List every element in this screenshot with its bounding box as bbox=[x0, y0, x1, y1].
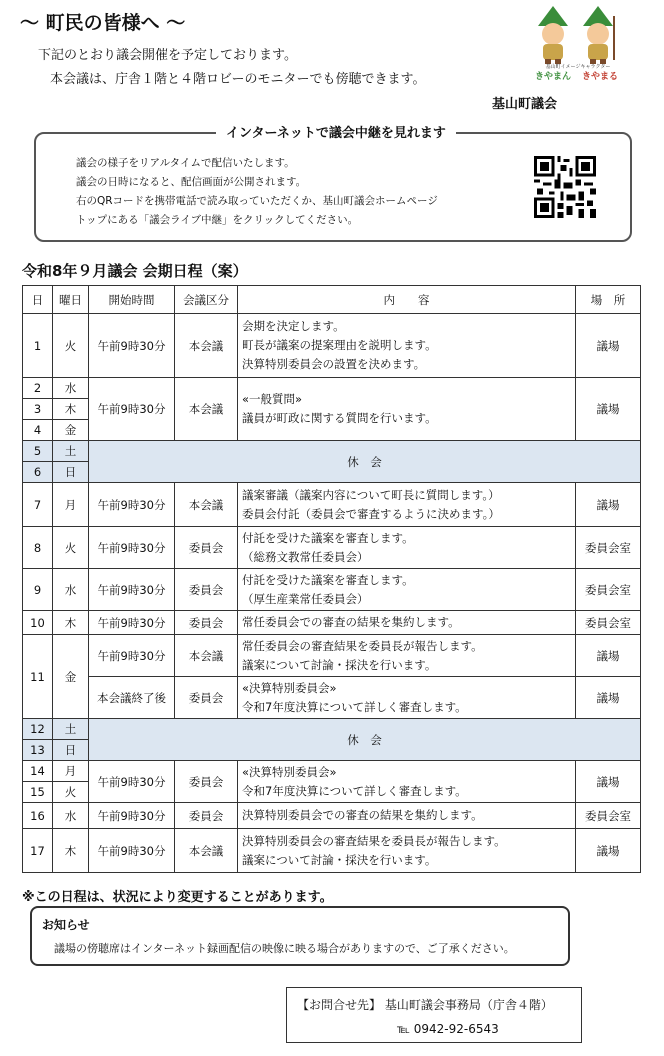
header-content: 内 容 bbox=[238, 286, 576, 314]
cell-weekday: 水 bbox=[53, 378, 89, 399]
header-start-time: 開始時間 bbox=[89, 286, 175, 314]
header-meeting-type: 会議区分 bbox=[175, 286, 238, 314]
cell-day: 12 bbox=[23, 719, 53, 740]
cell-weekday: 木 bbox=[53, 829, 89, 873]
cell-weekday: 日 bbox=[53, 462, 89, 483]
cell-time: 午前9時30分 bbox=[89, 611, 175, 635]
cell-weekday: 火 bbox=[53, 314, 89, 378]
content-line: 令和7年度決算について詳しく審査します。 bbox=[242, 699, 467, 714]
cell-place: 議場 bbox=[576, 635, 641, 677]
cell-content bbox=[238, 635, 576, 677]
cell-content bbox=[238, 378, 576, 441]
content-line: 決算特別委員会の設置を決めます。 bbox=[242, 357, 426, 371]
intro-line-2: 本会議は、庁舎１階と４階ロビーのモニターでも傍聴できます。 bbox=[50, 72, 426, 87]
cell-day: 6 bbox=[23, 462, 53, 483]
cell-type: 本会議 bbox=[175, 829, 238, 873]
cell-type: 委員会 bbox=[175, 677, 238, 719]
cell-day: 11 bbox=[23, 635, 53, 719]
cell-type: 委員会 bbox=[175, 569, 238, 611]
cell-place: 議場 bbox=[576, 829, 641, 873]
content-line: 決算特別委員会での審査の結果を集約します。 bbox=[242, 808, 483, 822]
header-weekday: 曜日 bbox=[53, 286, 89, 314]
cell-content bbox=[238, 569, 576, 611]
content-line: 付託を受けた議案を審査します。 bbox=[242, 530, 414, 545]
cell-holiday: 休 会 bbox=[89, 441, 641, 483]
cell-day: 13 bbox=[23, 740, 53, 761]
cell-type: 本会議 bbox=[175, 483, 238, 527]
table-row bbox=[23, 677, 641, 719]
cell-place: 議場 bbox=[576, 483, 641, 527]
schedule-title: 令和8年９月議会 会期日程（案） bbox=[22, 262, 248, 280]
cell-day: 17 bbox=[23, 829, 53, 873]
cell-time: 午前9時30分 bbox=[89, 829, 175, 873]
stream-title: インターネットで議会中継を見れます bbox=[216, 122, 456, 141]
cell-type: 委員会 bbox=[175, 803, 238, 829]
cell-weekday: 火 bbox=[53, 527, 89, 569]
table-row-holiday bbox=[23, 719, 641, 740]
cell-place: 議場 bbox=[576, 314, 641, 378]
cell-day: 1 bbox=[23, 314, 53, 378]
content-line: 議案審議（議案内容について町長に質問します。） bbox=[242, 487, 500, 502]
cell-place: 議場 bbox=[576, 677, 641, 719]
cell-time: 午前9時30分 bbox=[89, 635, 175, 677]
table-row bbox=[23, 378, 641, 399]
content-line: 委員会付託（委員会で審査するように決めます。） bbox=[242, 506, 500, 521]
table-row bbox=[23, 803, 641, 829]
cell-weekday: 金 bbox=[53, 420, 89, 441]
table-row bbox=[23, 314, 641, 378]
mascot-left-figure bbox=[538, 6, 568, 64]
cell-place: 委員会室 bbox=[576, 611, 641, 635]
cell-day: 5 bbox=[23, 441, 53, 462]
content-line: «一般質問» bbox=[242, 392, 303, 406]
mascot-name-left: きやまん bbox=[534, 72, 572, 82]
cell-time: 午前9時30分 bbox=[89, 803, 175, 829]
mascot-illustration bbox=[528, 4, 628, 82]
notice-title: お知らせ bbox=[42, 918, 90, 932]
cell-content bbox=[238, 483, 576, 527]
mascot-caption: 基山町イメージキャラクター bbox=[545, 64, 611, 70]
cell-day: 16 bbox=[23, 803, 53, 829]
mascot-name-right: きやまる bbox=[581, 72, 619, 82]
cell-time: 本会議終了後 bbox=[89, 677, 175, 719]
cell-day: 2 bbox=[23, 378, 53, 399]
content-line: 会期を決定します。 bbox=[242, 319, 345, 333]
content-line: 議案について討論・採決を行います。 bbox=[242, 852, 437, 867]
cell-time: 午前9時30分 bbox=[89, 569, 175, 611]
cell-weekday: 土 bbox=[53, 441, 89, 462]
cell-type: 委員会 bbox=[175, 527, 238, 569]
cell-day: 7 bbox=[23, 483, 53, 527]
table-row bbox=[23, 635, 641, 677]
qr-code-icon[interactable] bbox=[534, 156, 596, 218]
page-heading: ～ 町民の皆様へ ～ bbox=[20, 12, 186, 34]
cell-day: 10 bbox=[23, 611, 53, 635]
cell-weekday: 土 bbox=[53, 719, 89, 740]
content-line: «決算特別委員会» bbox=[242, 680, 337, 695]
stream-info-box bbox=[34, 126, 632, 242]
cell-weekday: 水 bbox=[53, 569, 89, 611]
table-row bbox=[23, 569, 641, 611]
content-line: 常任委員会での審査の結果を集約します。 bbox=[242, 615, 460, 629]
contact-office: 【お問合せ先】 基山町議会事務局（庁舎４階） bbox=[297, 998, 553, 1012]
notice-text: 議場の傍聴席はインターネット録画配信の映像に映る場合がありますので、ご了承ください。 bbox=[54, 942, 515, 955]
cell-weekday: 木 bbox=[53, 611, 89, 635]
cell-day: 9 bbox=[23, 569, 53, 611]
content-line: 令和7年度決算について詳しく審査します。 bbox=[242, 783, 467, 798]
cell-weekday: 金 bbox=[53, 635, 89, 719]
cell-weekday: 月 bbox=[53, 761, 89, 782]
stream-line: トップにある「議会ライブ中継」をクリックしてください。 bbox=[76, 214, 359, 226]
cell-content bbox=[238, 803, 576, 829]
table-row bbox=[23, 483, 641, 527]
cell-time: 午前9時30分 bbox=[89, 761, 175, 803]
content-line: «決算特別委員会» bbox=[242, 764, 337, 779]
cell-content bbox=[238, 314, 576, 378]
content-line: 決算特別委員会の審査結果を委員長が報告します。 bbox=[242, 833, 506, 848]
stream-description bbox=[76, 154, 438, 230]
content-line: 付託を受けた議案を審査します。 bbox=[242, 572, 414, 587]
table-row bbox=[23, 829, 641, 873]
cell-day: 4 bbox=[23, 420, 53, 441]
cell-content bbox=[238, 527, 576, 569]
phone-number[interactable]: 0942-92-6543 bbox=[413, 1022, 499, 1036]
intro-line-1: 下記のとおり議会開催を予定しております。 bbox=[38, 48, 297, 63]
content-line: 議員が町政に関する質問を行います。 bbox=[242, 411, 437, 425]
cell-place: 委員会室 bbox=[576, 569, 641, 611]
cell-content bbox=[238, 829, 576, 873]
cell-place: 委員会室 bbox=[576, 527, 641, 569]
cell-type: 委員会 bbox=[175, 611, 238, 635]
cell-holiday: 休 会 bbox=[89, 719, 641, 761]
contact-phone[interactable] bbox=[397, 1022, 499, 1036]
cell-content bbox=[238, 761, 576, 803]
table-row bbox=[23, 527, 641, 569]
organization-name: 基山町議会 bbox=[492, 97, 558, 112]
cell-content bbox=[238, 611, 576, 635]
cell-day: 14 bbox=[23, 761, 53, 782]
cell-day: 15 bbox=[23, 782, 53, 803]
cell-place: 議場 bbox=[576, 761, 641, 803]
cell-type: 本会議 bbox=[175, 635, 238, 677]
contact-box bbox=[286, 987, 582, 1043]
schedule-change-note: ※この日程は、状況により変更することがあります。 bbox=[22, 890, 333, 905]
content-line: 町長が議案の提案理由を説明します。 bbox=[242, 338, 437, 352]
cell-weekday: 水 bbox=[53, 803, 89, 829]
content-line: 常任委員会の審査結果を委員長が報告します。 bbox=[242, 638, 483, 653]
cell-weekday: 木 bbox=[53, 399, 89, 420]
cell-time: 午前9時30分 bbox=[89, 483, 175, 527]
table-header-row bbox=[23, 286, 641, 314]
phone-icon: ℡ bbox=[397, 1022, 410, 1036]
cell-type: 本会議 bbox=[175, 378, 238, 441]
cell-day: 3 bbox=[23, 399, 53, 420]
notice-box bbox=[30, 906, 570, 966]
cell-place: 議場 bbox=[576, 378, 641, 441]
table-row bbox=[23, 611, 641, 635]
header-day: 日 bbox=[23, 286, 53, 314]
header-place: 場 所 bbox=[576, 286, 641, 314]
cell-place: 委員会室 bbox=[576, 803, 641, 829]
mascot-right-figure bbox=[583, 6, 614, 64]
cell-type: 本会議 bbox=[175, 314, 238, 378]
content-line: （総務文教常任委員会） bbox=[242, 549, 369, 564]
cell-weekday: 日 bbox=[53, 740, 89, 761]
stream-line: 議会の日時になると、配信画面が公開されます。 bbox=[76, 176, 307, 188]
content-line: 議案について討論・採決を行います。 bbox=[242, 657, 437, 672]
stream-line: 議会の様子をリアルタイムで配信いたします。 bbox=[76, 157, 295, 169]
cell-weekday: 月 bbox=[53, 483, 89, 527]
cell-type: 委員会 bbox=[175, 761, 238, 803]
schedule-table bbox=[22, 285, 641, 873]
table-row-holiday bbox=[23, 441, 641, 462]
stream-line: 右のQRコードを携帯電話で読み取っていただくか、基山町議会ホームページ bbox=[76, 195, 438, 207]
cell-content bbox=[238, 677, 576, 719]
cell-weekday: 火 bbox=[53, 782, 89, 803]
table-row bbox=[23, 761, 641, 782]
cell-time: 午前9時30分 bbox=[89, 314, 175, 378]
content-line: （厚生産業常任委員会） bbox=[242, 591, 369, 606]
cell-day: 8 bbox=[23, 527, 53, 569]
cell-time: 午前9時30分 bbox=[89, 378, 175, 441]
cell-time: 午前9時30分 bbox=[89, 527, 175, 569]
